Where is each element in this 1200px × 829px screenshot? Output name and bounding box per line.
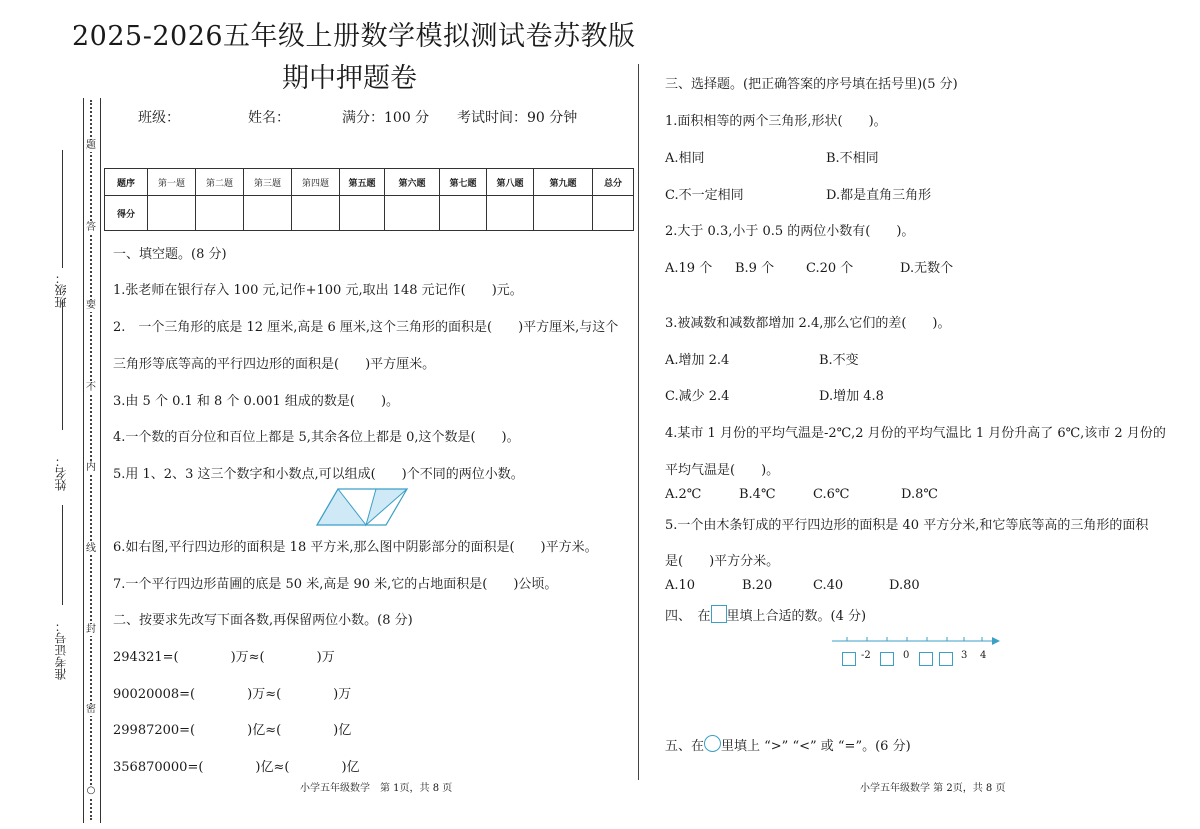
fill-question-1: 1.张老师在银行存入 100 元,记作+100 元,取出 148 元记作( )元。 [113, 283, 523, 298]
name-field[interactable]: 姓名： [248, 110, 290, 126]
number-line-label: 3 [961, 650, 968, 661]
score-header-cell: 第一题 [148, 169, 196, 196]
score-cell[interactable] [487, 196, 534, 231]
section-3-title: 三、选择题。(把正确答案的序号填在括号里)(5 分) [665, 77, 958, 92]
choice-2-c[interactable]: C.20 个 [806, 261, 854, 276]
blank-box-icon [711, 605, 727, 623]
choice-4-a[interactable]: A.2℃ [665, 487, 702, 502]
choice-question-1: 1.面积相等的两个三角形,形状( )。 [665, 114, 887, 129]
score-header-cell: 第八题 [487, 169, 534, 196]
number-line-label: 4 [980, 650, 987, 661]
choice-5-a[interactable]: A.10 [665, 578, 696, 593]
score-cell[interactable] [292, 196, 340, 231]
margin-name-label: 姓名： [54, 455, 68, 491]
score-cell[interactable] [196, 196, 244, 231]
choice-question-5-line1: 5.一个由木条钉成的平行四边形的面积是 40 平方分米,和它等底等高的三角形的面积 [665, 518, 1149, 533]
score-header-cell: 第四题 [292, 169, 340, 196]
fill-question-2-line1: 2. 一个三角形的底是 12 厘米,高是 6 厘米,这个三角形的面积是( )平方厘米,与这个 [113, 320, 619, 335]
section-5-title-pre: 五、在 [665, 739, 705, 754]
choice-5-d[interactable]: D.80 [889, 578, 920, 593]
choice-5-b[interactable]: B.20 [742, 578, 773, 593]
choice-1-b[interactable]: B.不相同 [826, 151, 879, 166]
score-header-cell: 第九题 [534, 169, 593, 196]
score-cell[interactable] [148, 196, 196, 231]
section-4-title-pre: 四、 在 [665, 609, 711, 624]
score-header-cell: 第六题 [385, 169, 440, 196]
choice-question-5-line2: 是( )平方分米。 [665, 554, 780, 569]
blank-circle-icon [704, 735, 721, 752]
choice-5-c[interactable]: C.40 [813, 578, 844, 593]
seal-char-nei: 内 [86, 462, 96, 473]
page-footer-left: 小学五年级数学 第 1页，共 8 页 [300, 783, 453, 794]
choice-2-a[interactable]: A.19 个 [665, 261, 713, 276]
seal-char-da: 答 [86, 222, 96, 233]
seal-char-yao: 要 [86, 300, 96, 311]
choice-4-b[interactable]: B.4℃ [739, 487, 776, 502]
choice-question-4-line1: 4.某市 1 月份的平均气温是-2℃,2 月份的平均气温比 1 月份升高了 6℃,该市 2 月份的 [665, 426, 1166, 441]
section-4-title-post: 里填上合适的数。(4 分) [726, 609, 867, 624]
fill-question-4: 4.一个数的百分位和百位上都是 5,其余各位上都是 0,这个数是( )。 [113, 430, 520, 445]
parallelogram-shaded-triangle [317, 489, 366, 525]
parallelogram-figure [316, 487, 410, 527]
page-subtitle: 期中押题卷 [282, 63, 417, 94]
score-table [104, 168, 634, 231]
choice-4-d[interactable]: D.8℃ [901, 487, 938, 502]
margin-solid-line-2 [100, 98, 101, 823]
choice-3-b[interactable]: B.不变 [819, 353, 859, 368]
fill-question-2-line2: 三角形等底等高的平行四边形的面积是( )平方厘米。 [113, 357, 436, 372]
choice-question-4-line2: 平均气温是( )。 [665, 463, 780, 478]
choice-3-c[interactable]: C.减少 2.4 [665, 389, 730, 404]
score-header-cell: 题序 [105, 169, 148, 196]
number-line-label: -2 [861, 650, 871, 661]
class-field[interactable]: 班级： [138, 110, 180, 126]
margin-name-underline[interactable] [62, 505, 63, 605]
choice-1-d[interactable]: D.都是直角三角形 [826, 188, 932, 203]
section-4-title [665, 605, 866, 624]
page-title: 2025-2026五年级上册数学模拟测试卷苏教版 [72, 21, 636, 52]
score-cell[interactable] [593, 196, 634, 231]
column-divider [638, 64, 639, 780]
score-header-cell: 第五题 [340, 169, 385, 196]
choice-4-c[interactable]: C.6℃ [813, 487, 850, 502]
number-line-answer-box[interactable] [939, 649, 953, 668]
score-table-row [105, 196, 634, 231]
score-cell[interactable] [340, 196, 385, 231]
choice-2-d[interactable]: D.无数个 [900, 261, 954, 276]
fill-question-6: 6.如右图,平行四边形的面积是 18 平方米,那么图中阴影部分的面积是( )平方米。 [113, 540, 598, 555]
fill-question-3: 3.由 5 个 0.1 和 8 个 0.001 组成的数是( )。 [113, 394, 400, 409]
fill-question-7: 7.一个平行四边形苗圃的底是 50 米,高是 90 米,它的占地面积是( )公顷。 [113, 577, 558, 592]
choice-question-2: 2.大于 0.3,小于 0.5 的两位小数有( )。 [665, 224, 915, 239]
number-line-answer-box[interactable] [842, 649, 856, 668]
parallelogram-shaded-triangle-2 [366, 489, 407, 525]
rewrite-row-2: 90020008=( )万≈( )万 [113, 687, 352, 702]
score-cell[interactable] [385, 196, 440, 231]
fill-question-5: 5.用 1、2、3 这三个数字和小数点,可以组成( )个不同的两位小数。 [113, 467, 524, 482]
seal-char-circle: ○ [86, 785, 96, 796]
score-cell[interactable] [534, 196, 593, 231]
seal-char-xian: 线 [86, 543, 96, 554]
choice-2-b[interactable]: B.9 个 [735, 261, 775, 276]
number-line-answer-box[interactable] [919, 649, 933, 668]
seal-char-mi: 密 [86, 704, 96, 715]
rewrite-row-1: 294321=( )万≈( )万 [113, 650, 335, 665]
margin-solid-line [83, 98, 84, 823]
score-cell[interactable] [244, 196, 292, 231]
section-5-title [665, 735, 911, 754]
full-score: 满分：100 分 [342, 110, 430, 126]
score-table-header-row [105, 169, 634, 196]
page-footer-right: 小学五年级数学 第 2页，共 8 页 [860, 783, 1006, 794]
margin-class-label: 班级： [54, 272, 68, 308]
rewrite-row-3: 29987200=( )亿≈( )亿 [113, 723, 352, 738]
choice-1-c[interactable]: C.不一定相同 [665, 188, 744, 203]
seal-char-ti: 题 [86, 140, 96, 151]
choice-question-3: 3.被减数和减数都增加 2.4,那么它们的差( )。 [665, 316, 951, 331]
score-cell[interactable] [440, 196, 487, 231]
choice-1-a[interactable]: A.相同 [665, 151, 705, 166]
margin-class-underline-2[interactable] [62, 300, 63, 430]
number-line-axis [832, 634, 1002, 648]
score-header-cell: 第七题 [440, 169, 487, 196]
number-line-label: 0 [903, 650, 910, 661]
choice-3-d[interactable]: D.增加 4.8 [819, 389, 884, 404]
section-1-title: 一、填空题。(8 分) [113, 247, 227, 262]
section-5-title-post: 里填上 “>” “<” 或 “=”。(6 分) [721, 739, 911, 754]
margin-exam-no-label: 准考证号： [54, 620, 68, 680]
score-header-cell: 第二题 [196, 169, 244, 196]
score-row-label: 得分 [105, 196, 148, 231]
score-header-cell: 第三题 [244, 169, 292, 196]
seal-char-bu: 不 [86, 382, 96, 393]
rewrite-row-4: 356870000=( )亿≈( )亿 [113, 760, 360, 775]
margin-class-underline[interactable] [62, 150, 63, 268]
choice-3-a[interactable]: A.增加 2.4 [665, 353, 730, 368]
number-line-answer-box[interactable] [880, 649, 894, 668]
section-2-title: 二、按要求先改写下面各数,再保留两位小数。(8 分) [113, 613, 413, 628]
seal-char-feng: 封 [86, 624, 96, 635]
exam-time: 考试时间：90 分钟 [457, 110, 578, 126]
score-header-cell: 总分 [593, 169, 634, 196]
